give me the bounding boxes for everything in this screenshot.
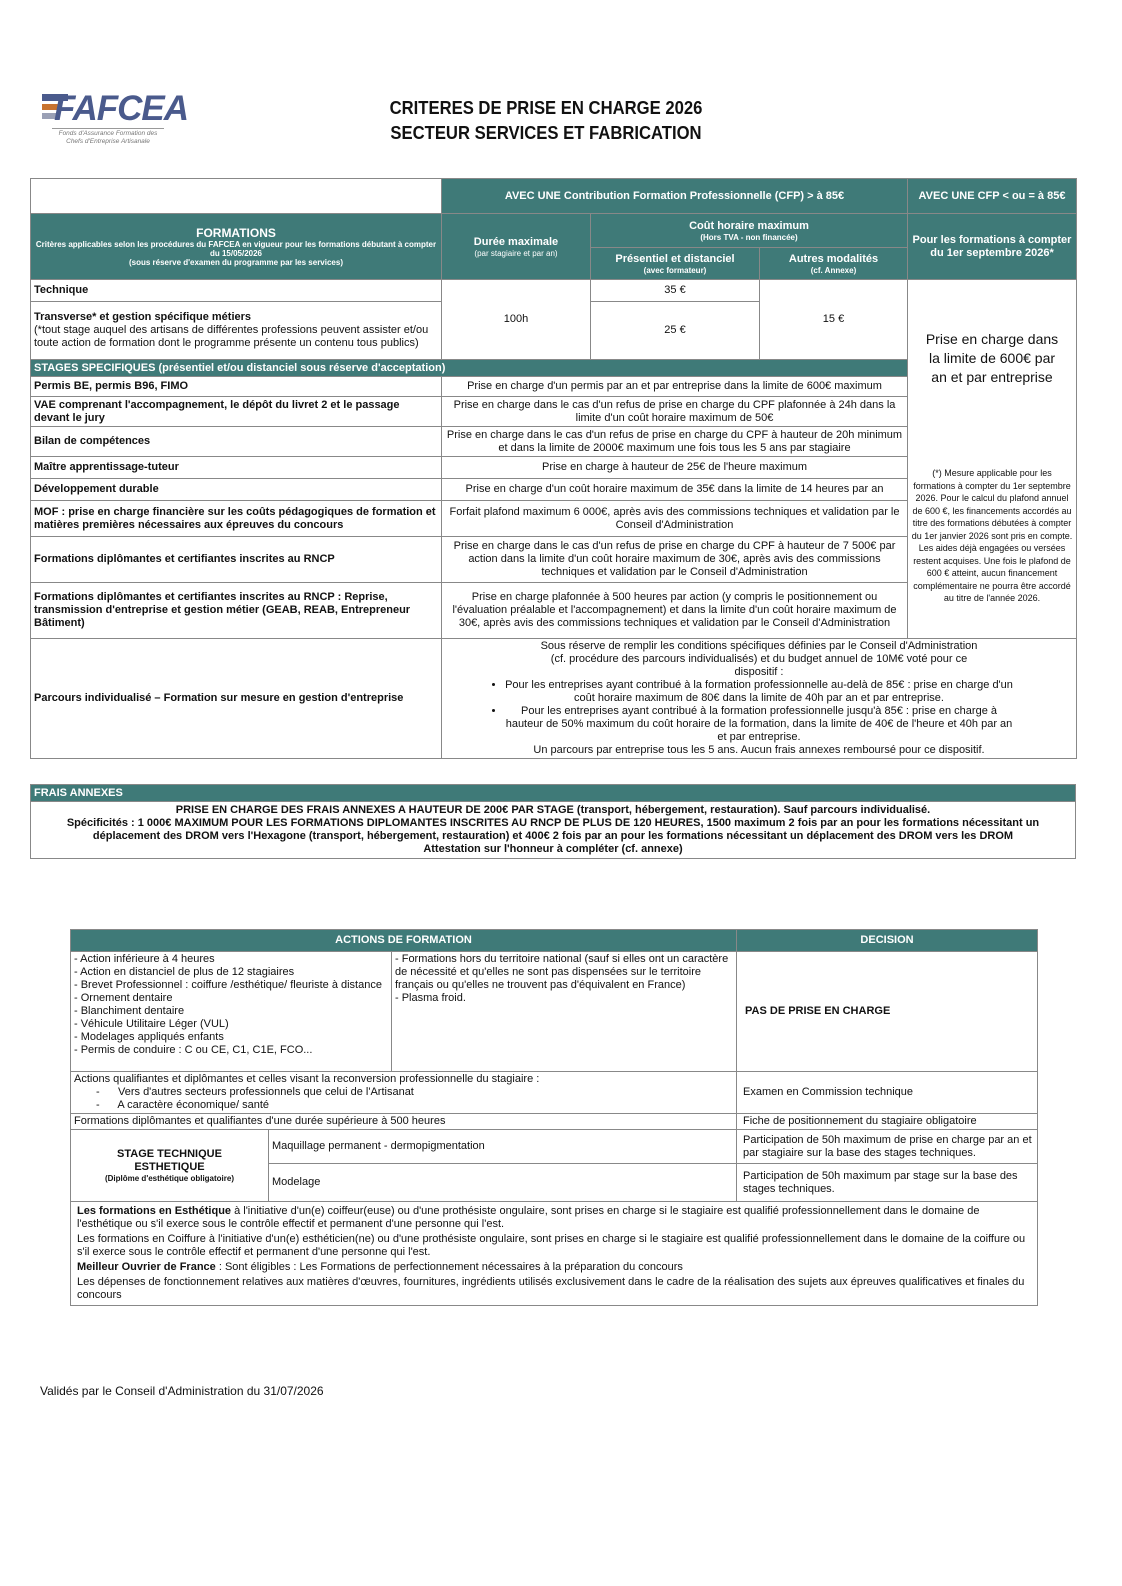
list-item: - Action en distanciel de plus de 12 stagiaires xyxy=(74,966,295,978)
header-decision: DECISION xyxy=(737,930,1038,952)
esthetique-note-bold: Les formations en Esthétique xyxy=(77,1205,232,1217)
list-item: - Formations hors du territoire national (sauf si elles ont un caractère de nécessité et qu'elles ne sont pas dispensées sur le territoire français ou qu'elles ne trouvent pas d'équivalent en France) xyxy=(395,953,729,991)
list-item: - Véhicule Utilitaire Léger (VUL) xyxy=(74,1018,229,1030)
actions-table xyxy=(70,929,1038,1306)
esthetique-note-text: à l'initiative d'un(e) coiffeur(euse) ou d'une prothésiste ongulaire, sont prises en charge si le stagiaire est qualifié professionnellement dans le domaine de l'esthétique ou s'il exerce sous le contrôle effectif et permanent d'une personne qui l'est. xyxy=(77,1205,980,1230)
qualif-cell xyxy=(71,1072,737,1114)
stage-title: STAGE TECHNIQUE ESTHETIQUE xyxy=(117,1148,222,1173)
stage-esthetique xyxy=(71,1130,269,1202)
presentiel-sub: (avec formateur) xyxy=(643,265,707,275)
transverse-cost: 25 € xyxy=(591,302,760,360)
depenses-note: Les dépenses de fonctionnement relatives aux matières d'œuvres, fournitures, ingrédients utilisés exclusivement dans le cadre de la réalisation des sujets aux épreuves qualificatives et finales du concours xyxy=(77,1276,1025,1301)
list-item: - Permis de conduire : C ou CE, C1, C1E, FCO... xyxy=(74,1044,313,1056)
stage-sub: (Diplôme d'esthétique obligatoire) xyxy=(104,1174,235,1183)
list-item: - Ornement dentaire xyxy=(74,992,173,1004)
row-text: Prise en charge à hauteur de 25€ de l'heure maximum xyxy=(442,457,908,479)
row-text: Prise en charge d'un permis par an et par entreprise dans la limite de 600€ maximum xyxy=(442,377,908,397)
header-cout xyxy=(591,214,908,248)
list-item: - Action inférieure à 4 heures xyxy=(74,953,215,965)
row-technique-label: Technique xyxy=(31,280,442,302)
row-text: Prise en charge plafonnée à 500 heures par action (y compris le positionnement ou l'évaluation préalable et l'accompagnement) et dans la limite d'un coût horaire maximum de 30€, après avis des commissions techniques et validation par le Conseil d'Administration xyxy=(442,583,908,639)
cout-label: Coût horaire maximum xyxy=(689,219,809,232)
list-item: - Plasma froid. xyxy=(395,992,466,1004)
modelage-cell: Modelage xyxy=(269,1164,737,1202)
row-text: Prise en charge dans le cas d'un refus de prise en charge du CPF plafonnée à 24h dans la limite d'un coût horaire maximum de 50€ xyxy=(442,397,908,427)
formations-note-1: Critères applicables selon les procédures du FAFCEA en vigueur pour les formations débutant à compter du 15/05/2026 xyxy=(35,239,437,258)
formations-title: FORMATIONS xyxy=(196,225,276,240)
logo-subtitle: Fonds d'Assurance Formation des Chefs d'Entreprise Artisanale xyxy=(52,128,164,146)
row-text: Prise en charge d'un coût horaire maximum de 35€ dans la limite de 14 heures par an xyxy=(442,479,908,501)
empty-corner xyxy=(31,179,442,214)
header-cfp-below: AVEC UNE CFP < ou = à 85€ xyxy=(908,179,1077,214)
notes-cell xyxy=(71,1202,1038,1306)
modelage-decision: Participation de 50h maximum par stage sur la base des stages techniques. xyxy=(737,1164,1038,1202)
frais-line-1: PRISE EN CHARGE DES FRAIS ANNEXES A HAUTEUR DE 200€ PAR STAGE (transport, hébergement, restauration). Sauf parcours individualisé. xyxy=(175,804,931,816)
diplo-decision: Fiche de positionnement du stagiaire obligatoire xyxy=(737,1114,1038,1130)
row-label: Formations diplômantes et certifiantes inscrites au RNCP xyxy=(31,537,442,583)
parcours-text xyxy=(442,639,1077,759)
header-actions: ACTIONS DE FORMATION xyxy=(71,930,737,952)
row-label: Permis BE, permis B96, FIMO xyxy=(31,377,442,397)
autres-value: 15 € xyxy=(760,280,908,360)
header-cfp-above: AVEC UNE Contribution Formation Professionnelle (CFP) > à 85€ xyxy=(442,179,908,214)
row-label: Maître apprentissage-tuteur xyxy=(31,457,442,479)
autres-label: Autres modalités xyxy=(788,252,879,265)
header-duree xyxy=(442,214,591,280)
right-main-text: Prise en charge dans la limite de 600€ par an et par entreprise xyxy=(925,331,1059,385)
row-text: Prise en charge dans le cas d'un refus de prise en charge du CPF à hauteur de 20h minimum et dans la limite de 2000€ maximum une fois tous les 5 ans par stagiaire xyxy=(442,427,908,457)
frais-line-3: Attestation sur l'honneur à compléter (cf. annexe) xyxy=(423,843,683,855)
qualif-item: - A caractère économique/ santé xyxy=(96,1099,270,1111)
row-text: Prise en charge dans le cas d'un refus de prise en charge du CPF à hauteur de 7 500€ par action dans la limite d'un coût horaire maximum de 30€, après avis des commissions techniques et validation par le Conseil d'Administration xyxy=(442,537,908,583)
criteria-table xyxy=(30,178,1077,759)
header-formations xyxy=(31,214,442,280)
cout-sub: (Hors TVA - non financée) xyxy=(700,232,798,242)
technique-cost: 35 € xyxy=(591,280,760,302)
excluded-list-left xyxy=(71,952,392,1072)
right-column xyxy=(908,280,1077,639)
header-autres xyxy=(760,248,908,280)
duree-label: Durée maximale xyxy=(473,235,559,248)
frais-line-2: Spécificités : 1 000€ MAXIMUM POUR LES FORMATIONS DIPLOMANTES INSCRITES AU RNCP DE PLUS DE 120 HEURES, 1500 maximum 2 fois par an pour les formations nécessitant un déplacement des DROM vers l'Hexagone (transport, hébergement, restauration) et 400€ 2 fois par an pour les formations nécessitant un déplacement des DROM vers les DROM xyxy=(66,817,1040,842)
fafcea-logo xyxy=(40,88,188,150)
title-line-2: SECTEUR SERVICES ET FABRICATION xyxy=(390,122,702,143)
mof-note xyxy=(77,1261,1031,1274)
decision-none: PAS DE PRISE EN CHARGE xyxy=(737,952,1038,1072)
maquillage-decision: Participation de 50h maximum de prise en charge par an et par stagiaire sur la base des stages techniques. xyxy=(737,1130,1038,1164)
parcours-intro: Sous réserve de remplir les conditions spécifiques définies par le Conseil d'Administration (cf. procédure des parcours individualisés) et du budget annuel de 10M€ voté pour ce dispositif : xyxy=(540,640,978,678)
list-item: - Modelages appliqués enfants xyxy=(74,1031,224,1043)
presentiel-label: Présentiel et distanciel xyxy=(615,252,735,265)
transverse-title: Transverse* et gestion spécifique métiers xyxy=(34,311,252,323)
list-item: - Blanchiment dentaire xyxy=(74,1005,185,1017)
footer-validation: Validés par le Conseil d'Administration du 31/07/2026 xyxy=(40,1384,324,1398)
qualif-item: - Vers d'autres secteurs professionnels que celui de l'Artisanat xyxy=(96,1086,414,1098)
qualif-intro: Actions qualifiantes et diplômantes et celles visant la reconversion professionnelle du stagiaire : xyxy=(74,1073,540,1085)
row-label: MOF : prise en charge financière sur les coûts pédagogiques de formation et matières premières nécessaires aux épreuves du concours xyxy=(31,501,442,537)
maquillage-cell: Maquillage permanent - dermopigmentation xyxy=(269,1130,737,1164)
parcours-bullet-1: • Pour les entreprises ayant contribué à la formation professionnelle au-delà de 85€ : prise en charge d'un coût horaire maximum de 80€ dans la limite de 40h par an et par entreprise. xyxy=(505,679,1013,705)
excluded-list-right xyxy=(392,952,737,1072)
esthetique-note xyxy=(77,1205,1031,1231)
transverse-desc: (*tout stage auquel des artisans de différentes professions peuvent assister et/ou toute action de formation dont le programme présente un contenu tous publics) xyxy=(34,324,429,349)
header-presentiel xyxy=(591,248,760,280)
frais-title: FRAIS ANNEXES xyxy=(31,785,1076,802)
row-label: VAE comprenant l'accompagnement, le dépôt du livret 2 et le passage devant le jury xyxy=(31,397,442,427)
right-note-text: (*) Mesure applicable pour les formations à compter du 1er septembre 2026. Pour le calcul du plafond annuel de 600 €, les financements accordés au titre des formations débutées à compter du 1er janvier 2026 sont pris en compte. Les aides déjà engagées ou versées restent acquises. Une fois le plafond de 600 € atteint, aucun financement complémentaire ne pourra être accordé au titre de l'année 2026. xyxy=(911,468,1073,603)
coiffure-note: Les formations en Coiffure à l'initiative d'un(e) esthéticien(ne) ou d'une prothésiste ongulaire, sont prises en charge si le stagiaire est qualifié professionnellement dans le domaine de la coiffure ou s'il exerce sous le contrôle effectif et permanent d'une personne qui l'est. xyxy=(77,1233,1026,1258)
parcours-outro: Un parcours par entreprise tous les 5 ans. Aucun frais annexes remboursé pour ce dispositif. xyxy=(533,744,985,756)
page-title xyxy=(325,95,768,145)
row-text: Forfait plafond maximum 6 000€, après avis des commissions techniques et validation par le Conseil d'Administration xyxy=(442,501,908,537)
header-pour-formations: Pour les formations à compter du 1er septembre 2026* xyxy=(908,214,1077,280)
frais-body xyxy=(31,802,1076,859)
mof-note-bold: Meilleur Ouvrier de France xyxy=(77,1261,216,1273)
frais-annexes-table xyxy=(30,784,1076,859)
parcours-bullet-2: • Pour les entreprises ayant contribué à la formation professionnelle jusqu'à 85€ : prise en charge à hauteur de 50% maximum du coût horaire de la formation, dans la limite de 40€ de l'heure et 40h par an et par entreprise. xyxy=(505,705,1013,744)
list-item: - Brevet Professionnel : coiffure /esthétique/ fleuriste à distance xyxy=(74,979,382,991)
formations-note-2: (sous réserve d'examen du programme par les services) xyxy=(128,257,343,267)
diplo-cell: Formations diplômantes et qualifiantes d'une durée supérieure à 500 heures xyxy=(71,1114,737,1130)
row-label: Bilan de compétences xyxy=(31,427,442,457)
parcours-bullets xyxy=(445,679,1073,744)
duree-sub: (par stagiaire et par an) xyxy=(474,248,558,258)
stages-section-header: STAGES SPECIFIQUES (présentiel et/ou distanciel sous réserve d'acceptation) xyxy=(31,360,908,377)
duree-value: 100h xyxy=(442,280,591,360)
autres-sub: (cf. Annexe) xyxy=(810,265,857,275)
logo-word: FAFCEA xyxy=(54,89,188,128)
row-label: Formations diplômantes et certifiantes inscrites au RNCP : Reprise, transmission d'entreprise et gestion métier (GEAB, REAB, Entrepreneur Bâtiment) xyxy=(31,583,442,639)
parcours-label: Parcours individualisé – Formation sur mesure en gestion d'entreprise xyxy=(31,639,442,759)
title-line-1: CRITERES DE PRISE EN CHARGE 2026 xyxy=(389,97,703,118)
mof-note-text: : Sont éligibles : Les Formations de perfectionnement nécessaires à la préparation du concours xyxy=(215,1261,683,1273)
qualif-decision: Examen en Commission technique xyxy=(737,1072,1038,1114)
row-label: Développement durable xyxy=(31,479,442,501)
row-transverse xyxy=(31,302,442,360)
